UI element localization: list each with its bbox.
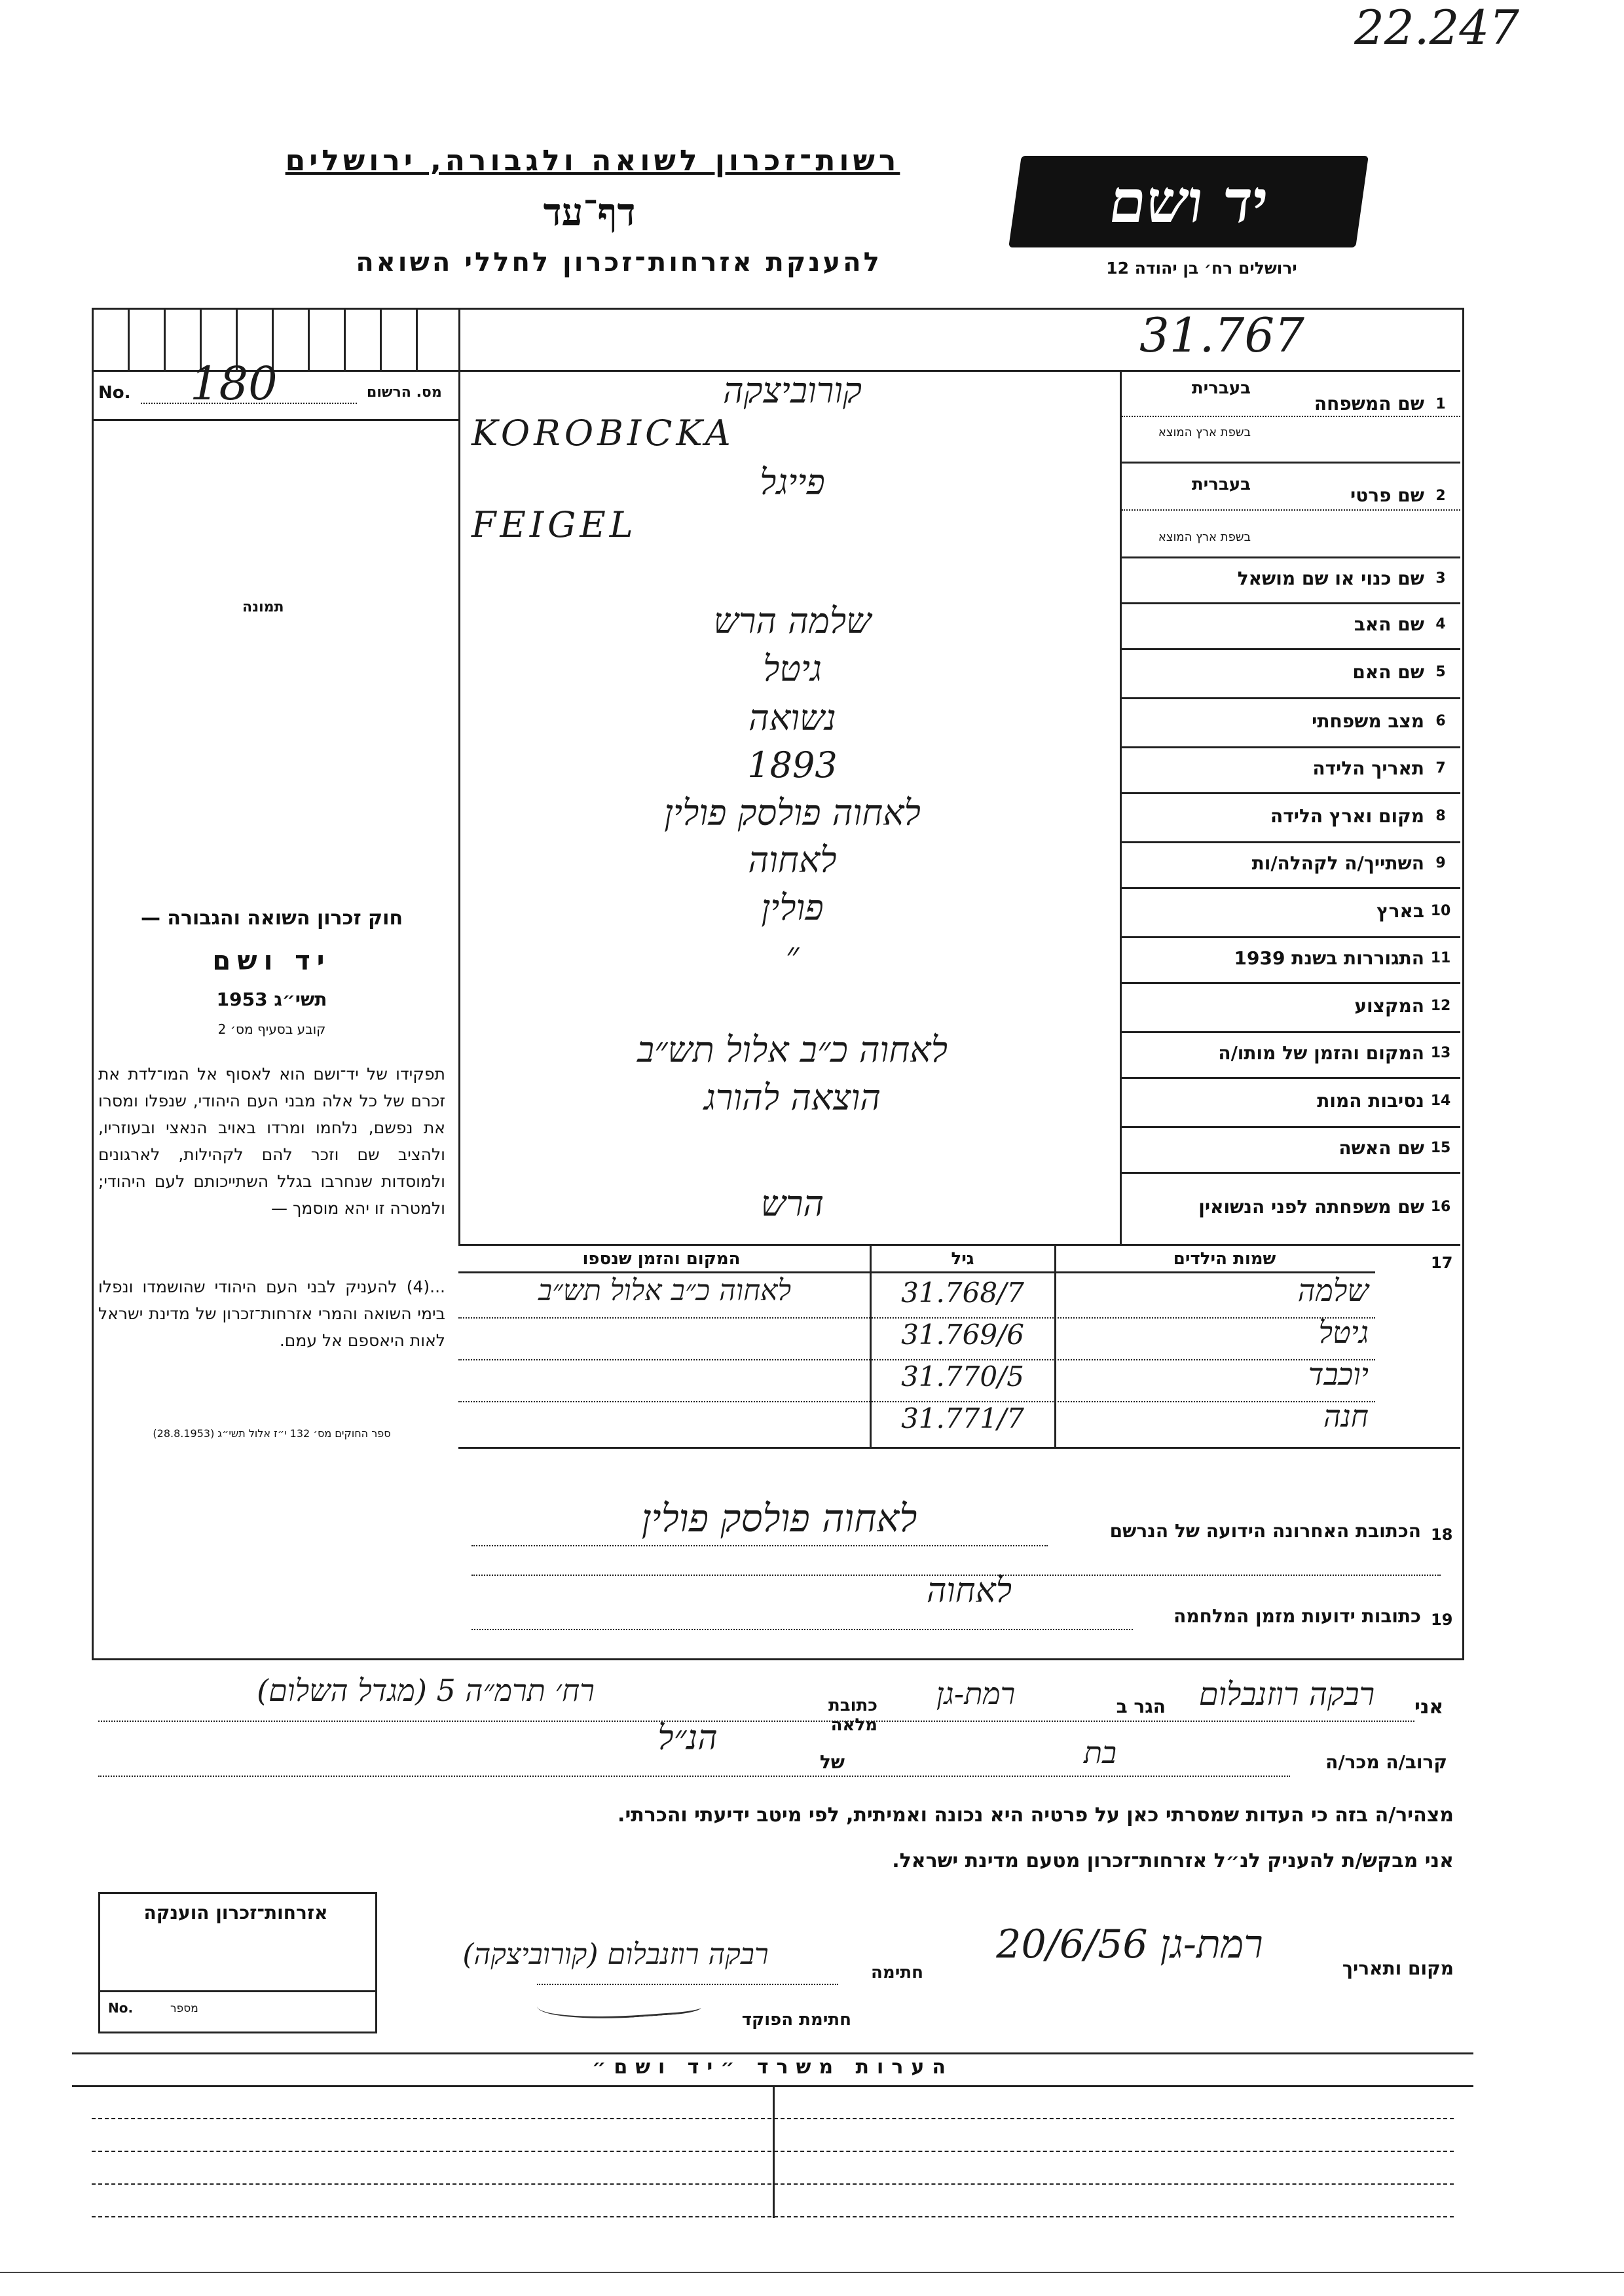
declaration-i-value[interactable]: רבקה רוזנבלום: [1198, 1676, 1375, 1713]
field-10-label: בארץ: [1376, 900, 1424, 922]
field-19-label: כתובות ידועות מזמן המלחמה: [1173, 1605, 1421, 1627]
field-1-sub-origin: בשפת ארץ המוצא: [1158, 426, 1251, 439]
declaration-of-label: של: [819, 1751, 845, 1773]
field-row-divider: [1122, 602, 1460, 604]
field-3-label: שם כנוי או שם מושאל: [1237, 568, 1424, 589]
children-num: 17: [1431, 1254, 1453, 1272]
field-row-divider: [1122, 746, 1460, 748]
field-4-label: שם האב: [1354, 613, 1424, 635]
field-2-value-origin[interactable]: FEIGEL: [471, 504, 637, 545]
declaration-of-value[interactable]: הנ״ל: [657, 1719, 718, 1758]
field-8-value[interactable]: לאחוה פולסק פולין: [664, 792, 921, 833]
child-name[interactable]: גיטל: [1318, 1315, 1369, 1350]
field-15-num: 15: [1430, 1140, 1451, 1156]
child-age[interactable]: 31.771/7: [901, 1402, 1024, 1434]
field-6-value[interactable]: נשואה: [748, 697, 836, 738]
field-11-label: התגוררות בשנת 1939: [1234, 947, 1424, 969]
field-18-label: הכתובת האחרונה הידועה של הנרשם: [1109, 1520, 1421, 1542]
field-row-divider: [1122, 936, 1460, 938]
law-text-1: תפקידו של יד־ושם הוא לאסוף אל המו־לדת את זכרם של כל אלה מבני העם היהודי, שנפלו ומסרו את נפשם, נלחמו ומרדו באויב הנאצי ובעוזריו, ולהציב שם וזכר להם לקהילות, לארגונים ולמוסדות שנחרבו בגלל השתייכותם לעם היהודי; ולמטרה זו יהא מוסמך —: [98, 1065, 445, 1218]
field-7-num: 7: [1435, 760, 1446, 776]
archive-number: 22.247: [1354, 0, 1519, 55]
field-16-num: 16: [1430, 1199, 1451, 1215]
child-age[interactable]: 31.768/7: [901, 1277, 1024, 1309]
registration-number: 180: [190, 357, 278, 410]
field-5-label: שם האם: [1352, 661, 1424, 683]
logo-text: יד ושם: [1104, 167, 1273, 236]
field-row-divider: [1122, 841, 1460, 843]
declaration-relative-label: קרוב/ה מכר/ה: [1325, 1751, 1447, 1773]
field-2-sub-hebrew: בעברית: [1191, 475, 1251, 494]
declaration-request: אני מבקש/ת להעניק לנ״ל אזרחות־זכרון מטעם מדינת ישראל.: [892, 1850, 1454, 1872]
field-14-value[interactable]: הוצאה להורג: [703, 1076, 881, 1118]
field-16-value[interactable]: הרש: [760, 1183, 824, 1224]
place-date-value[interactable]: רמת-גן 20/6/56: [996, 1922, 1263, 1967]
declaration-resident-label: הגר ב: [1116, 1696, 1166, 1717]
header-authority: רשות־זכרון לשואה ולגבורה, ירושלים: [285, 144, 900, 177]
law-year: תשי״ג 1953: [216, 989, 327, 1010]
stamp-box-no: No.: [108, 2000, 134, 2016]
declaration-address-value[interactable]: רח׳ תרמ״ה 5 (מגדל השלום): [257, 1673, 595, 1708]
field-row-divider: [1122, 648, 1460, 650]
field-row-divider: [1122, 1031, 1460, 1033]
field-6-num: 6: [1435, 712, 1446, 729]
photo-label: תמונה: [242, 599, 284, 615]
field-8-num: 8: [1435, 807, 1446, 824]
declaration-i-label: אני: [1414, 1696, 1444, 1719]
field-7-label: תאריך הלידה: [1312, 757, 1424, 779]
field-8-label: מקום וארץ הלידה: [1270, 805, 1424, 827]
office-notes-title: הערות משרד ״יד ושם״: [592, 2056, 953, 2079]
form-title: דף־עד: [543, 190, 636, 234]
field-13-num: 13: [1430, 1045, 1451, 1061]
registration-no-label: No.: [98, 383, 131, 403]
field-4-num: 4: [1435, 616, 1446, 632]
field-row-divider: [1122, 556, 1460, 558]
yad-vashem-logo: [1008, 156, 1369, 247]
field-row-divider: [1122, 1126, 1460, 1128]
field-10-num: 10: [1430, 902, 1451, 919]
field-14-label: נסיבות המות: [1317, 1089, 1424, 1112]
field-6-label: מצב משפחתי: [1312, 710, 1424, 732]
children-header-place: המקום והזמן שנספו: [582, 1249, 741, 1269]
law-name: יד ושם: [212, 946, 331, 976]
declaration-address-label: כתובת מלאה: [828, 1696, 877, 1735]
field-row-subdivider: [1122, 416, 1460, 418]
field-9-num: 9: [1435, 855, 1446, 871]
law-footnote: ספר החוקים מס׳ 132 י״ז אלול תשי״ג (28.8.1953): [153, 1427, 391, 1440]
form-subtitle: להענקת אזרחות־זכרון לחללי השואה: [356, 247, 882, 278]
law-section: קובע בסעיף מס׳ 2: [217, 1021, 326, 1037]
officer-signature-label: חתימת הפוקד: [741, 2010, 851, 2030]
declaration-relative-value[interactable]: בת: [1083, 1735, 1117, 1770]
logo-address: ירושלים רח׳ בן יהודה 12: [1106, 259, 1297, 278]
field-row-divider: [1122, 697, 1460, 699]
handwritten-page-number: 31.767: [1139, 308, 1304, 363]
field-19-num: 19: [1431, 1611, 1453, 1629]
field-2-sub-origin: בשפת ארץ המוצא: [1158, 530, 1251, 544]
child-place[interactable]: לאחוה כ״ב אלול תש״ב: [538, 1274, 792, 1307]
signature-value[interactable]: רבקה רוזנבלום (קורוביצקה): [462, 1938, 769, 1971]
field-18-num: 18: [1431, 1525, 1453, 1544]
children-header-age: גיל: [951, 1249, 974, 1269]
field-3-num: 3: [1435, 570, 1446, 587]
field-2-num: 2: [1435, 488, 1446, 504]
officer-signature: [536, 1984, 701, 2024]
registration-label: מס. הרשום: [367, 384, 442, 401]
field-row-divider: [1122, 462, 1460, 464]
declaration-statement: מצהיר/ה בזה כי העדות שמסרתי כאן על פרטיה היא נכונה ואמיתית, לפי מיטב ידיעתי והכרתי.: [618, 1804, 1454, 1827]
child-name[interactable]: יוכבד: [1308, 1357, 1369, 1392]
stamp-box-number-label: מספר: [170, 2002, 198, 2015]
field-row-divider: [1122, 982, 1460, 984]
child-name[interactable]: חנה: [1323, 1398, 1369, 1434]
child-age[interactable]: 31.770/5: [901, 1360, 1024, 1393]
declaration-resident-value[interactable]: רמת-גן: [936, 1676, 1016, 1711]
child-name[interactable]: שלמה: [1297, 1273, 1369, 1308]
field-9-value[interactable]: לאחוה: [748, 839, 837, 881]
children-header-names: שמות הילדים: [1173, 1249, 1276, 1269]
field-14-num: 14: [1430, 1092, 1451, 1109]
field-row-divider: [1122, 792, 1460, 794]
place-date-label: מקום ותאריך: [1342, 1958, 1454, 1979]
field-row-divider: [1122, 1077, 1460, 1079]
field-19-value[interactable]: לאחוה: [926, 1571, 1012, 1611]
stamp-box-title: אזרחות־זכרון הוענקה: [143, 1902, 328, 1923]
field-11-value[interactable]: ״: [785, 934, 800, 975]
field-11-num: 11: [1430, 950, 1451, 966]
field-7-value[interactable]: 1893: [747, 744, 838, 786]
field-1-value-origin[interactable]: KOROBICKA: [471, 412, 735, 454]
field-5-num: 5: [1435, 663, 1446, 680]
signature-label: חתימה: [871, 1963, 923, 1982]
field-5-value[interactable]: גיטל: [763, 647, 822, 689]
field-row-subdivider: [1122, 509, 1460, 512]
field-13-label: המקום והזמן של מותו/ה: [1218, 1042, 1424, 1064]
field-12-label: המקצוע: [1354, 994, 1424, 1017]
field-12-num: 12: [1430, 997, 1451, 1014]
field-row-divider: [1122, 887, 1460, 889]
field-1-sub-hebrew: בעברית: [1191, 378, 1251, 398]
field-2-label: שם פרטי: [1350, 484, 1424, 506]
field-row-divider: [1122, 1172, 1460, 1174]
field-16-label: שם משפחתה לפני הנשואין: [1198, 1196, 1424, 1218]
law-text-2: ...(4) להעניק לבני העם היהודי שהושמדו ונפלו בימי השואה והמרי אזרחות־זכרון של מדינת ישראל לאות היאספם אל עמם.: [98, 1277, 445, 1350]
field-10-value[interactable]: פולין: [761, 886, 824, 928]
field-9-label: השתייך/ה לקהלה/ות: [1251, 852, 1424, 874]
field-1-label: שם המשפחה: [1314, 393, 1424, 414]
field-18-value[interactable]: לאחוה פולסק פולין: [641, 1496, 917, 1540]
field-1-num: 1: [1435, 396, 1446, 412]
field-1-value[interactable]: קורוביצקה: [722, 370, 862, 411]
law-title: חוק זכרון השואה והגבורה —: [140, 907, 403, 930]
field-2-value[interactable]: פייגל: [760, 462, 825, 503]
field-4-value[interactable]: שלמה הרש: [713, 600, 872, 642]
field-13-value[interactable]: לאחוה כ״ב אלול תש״ב: [637, 1029, 948, 1070]
child-age[interactable]: 31.769/6: [901, 1319, 1024, 1351]
field-15-label: שם האשה: [1338, 1137, 1424, 1159]
